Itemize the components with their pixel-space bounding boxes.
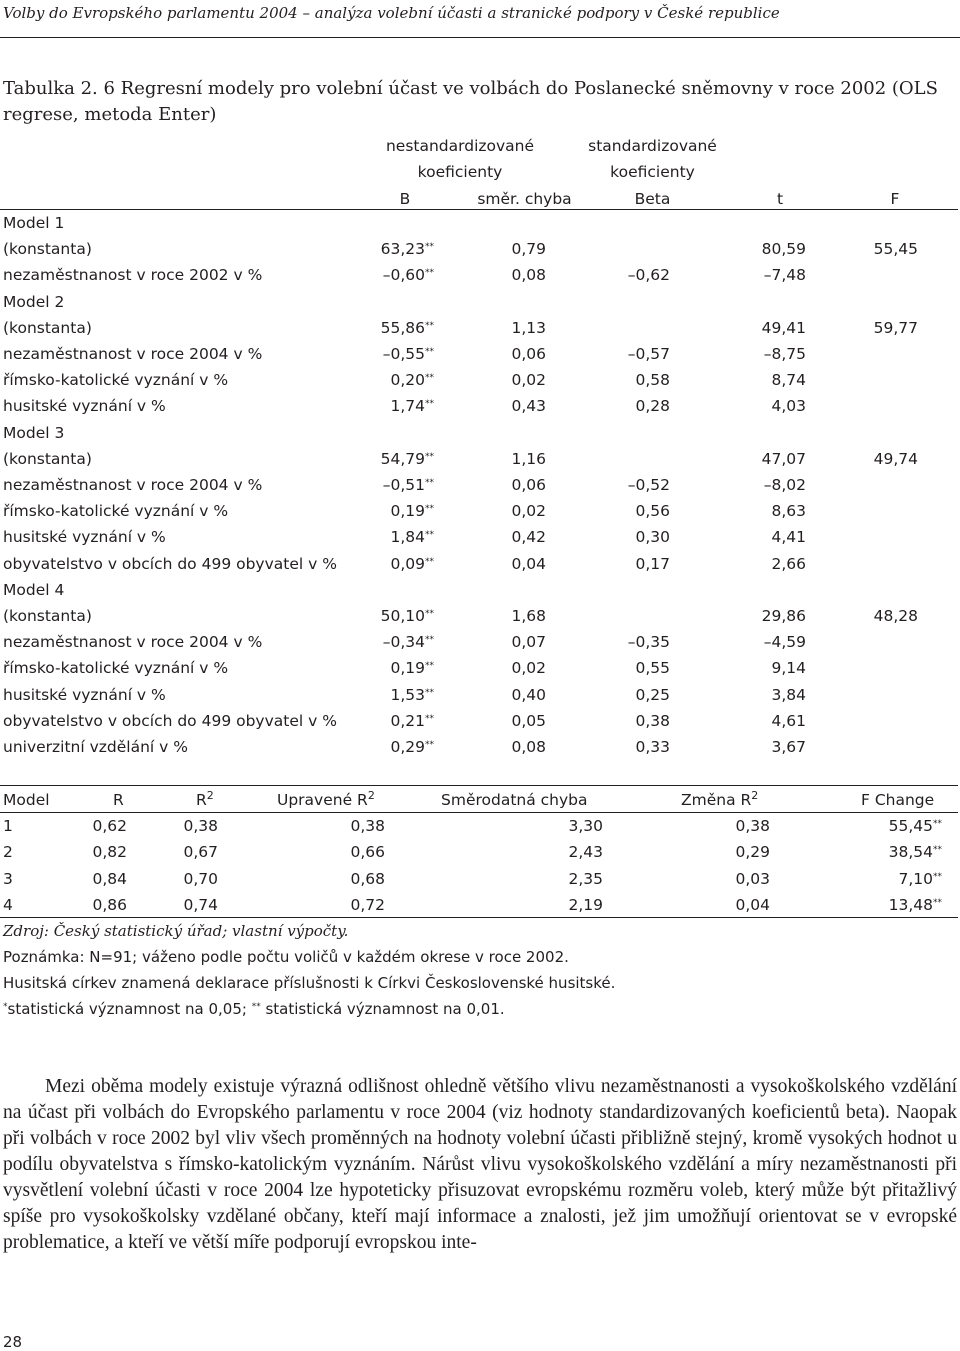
- cell-t: 4,41: [771, 528, 806, 547]
- cell-beta: 0,56: [635, 502, 670, 521]
- col-header-f: F: [890, 190, 900, 208]
- source-note: Zdroj: Český statistický úřad; vlastní výpočty.: [3, 922, 349, 940]
- group-header-std-2: koeficienty: [610, 163, 695, 181]
- note-weighting: Poznámka: N=91; váženo podle počtu voličů v každém okrese v roce 2002.: [3, 948, 569, 966]
- cell-se: 0,42: [511, 528, 546, 547]
- summary-header-r: R: [113, 791, 124, 809]
- cell-se: 0,07: [511, 633, 546, 652]
- summary-cell-f-change: 7,10**: [898, 869, 942, 888]
- summary-cell-r2: 0,38: [183, 817, 218, 835]
- body-paragraph: Mezi oběma modely existuje výrazná odlišnost ohledně většího vlivu nezaměstnanosti a vysokoškolského vzdělání na účast při volbách do Evropského parlamentu v roce 2004 (viz hodnoty standardizovaných koeficientů beta). Naopak při volbách v roce 2002 byl vliv všech proměnných na hodnoty volební účasti přibližně stejný, kromě vysokých hodnot u podílu obyvatelstva s římsko-katolickým vyznáním. Nárůst vlivu vysokoškolského vzdělání a míry nezaměstnanosti při vysvětlení volební účasti v roce 2004 lze hypoteticky přisuzovat evropskému rozměru voleb, který může být přitažlivý spíše pro vysokoškolsky vzdělané občany, kteří mají informace a znalosti, jež jim umožňují orientovat se v evropské problematice, a kteří ve větší míře podporují evropskou inte-: [3, 1076, 957, 1253]
- cell-beta: 0,17: [635, 554, 670, 573]
- row-label: (konstanta): [3, 318, 92, 337]
- row-label: nezaměstnanost v roce 2004 v %: [3, 633, 263, 652]
- row-label: obyvatelstvo v obcích do 499 obyvatel v %: [3, 711, 337, 730]
- cell-se: 0,02: [511, 371, 546, 390]
- summary-header-r2: $R^2$: [196, 789, 214, 809]
- cell-b: 0,19**: [390, 659, 434, 678]
- cell-beta: 0,55: [635, 659, 670, 678]
- summary-cell-model: 3: [3, 869, 13, 888]
- col-header-b: B: [399, 190, 411, 208]
- cell-t: 47,07: [761, 449, 806, 468]
- note-hussite: Husitská církev znamená deklarace příslušnosti k Církvi Československé husitské.: [3, 974, 616, 992]
- cell-se: 1,16: [511, 449, 546, 468]
- cell-se: 0,06: [511, 476, 546, 494]
- row-label: nezaměstnanost v roce 2004 v %: [3, 476, 263, 494]
- row-label: římsko-katolické vyznání v %: [3, 659, 229, 678]
- cell-t: –8,02: [763, 476, 806, 494]
- cell-f: 59,77: [873, 318, 918, 337]
- cell-se: 1,13: [511, 318, 546, 337]
- cell-se: 0,05: [511, 711, 546, 730]
- summary-cell-r: 0,82: [92, 843, 127, 862]
- cell-f: 48,28: [873, 607, 918, 625]
- cell-t: 8,74: [771, 371, 806, 390]
- cell-t: –4,59: [763, 633, 806, 652]
- cell-t: –8,75: [763, 345, 806, 363]
- row-label: univerzitní vzdělání v %: [3, 738, 188, 756]
- summary-cell-r2-change: 0,04: [735, 895, 770, 914]
- cell-beta: –0,35: [627, 633, 670, 652]
- table-caption: Tabulka 2. 6 Regresní modely pro volební účast ve volbách do Poslanecké sněmovny v roce 2002 (OLS regrese, metoda Enter): [3, 78, 938, 125]
- cell-b: 1,53**: [390, 685, 434, 704]
- table-header-rule: [0, 209, 958, 210]
- cell-t: 3,67: [771, 738, 806, 756]
- cell-b: 1,84**: [390, 528, 434, 547]
- cell-t: 2,66: [771, 554, 806, 573]
- cell-beta: –0,57: [627, 345, 670, 363]
- cell-t: 80,59: [761, 240, 806, 259]
- summary-cell-adj-r2: 0,68: [350, 869, 385, 888]
- note-significance: *statistická významnost na 0,05; ** statistická významnost na 0,01.: [3, 1000, 505, 1018]
- cell-beta: 0,25: [635, 685, 670, 704]
- summary-header-f-change: F Change: [861, 791, 935, 809]
- cell-beta: 0,33: [635, 738, 670, 756]
- cell-t: 9,14: [771, 659, 806, 678]
- col-header-se: směr. chyba: [477, 190, 572, 208]
- model-heading: Model 3: [3, 423, 65, 442]
- summary-header-rule: [0, 812, 958, 813]
- row-label: (konstanta): [3, 607, 92, 625]
- model-heading: Model 4: [3, 580, 65, 599]
- cell-b: 0,20**: [390, 371, 434, 390]
- row-label: husitské vyznání v %: [3, 685, 166, 704]
- summary-cell-f-change: 55,45**: [888, 817, 942, 835]
- cell-b: 0,19**: [390, 502, 434, 521]
- cell-b: 0,21**: [390, 711, 434, 730]
- cell-t: 3,84: [771, 685, 806, 704]
- col-header-beta: Beta: [634, 190, 671, 208]
- cell-t: 4,61: [771, 711, 806, 730]
- summary-cell-r2: 0,70: [183, 869, 218, 888]
- model-heading: Model 1: [3, 214, 65, 232]
- summary-header-model: Model: [3, 791, 50, 809]
- summary-cell-std-error: 3,30: [568, 817, 603, 835]
- header-divider: [0, 37, 960, 38]
- cell-beta: 0,38: [635, 711, 670, 730]
- cell-b: 0,09**: [390, 554, 434, 573]
- summary-cell-r: 0,84: [92, 869, 127, 888]
- cell-se: 1,68: [511, 607, 546, 625]
- group-header-std-1: standardizované: [588, 137, 717, 155]
- cell-se: 0,06: [511, 345, 546, 363]
- summary-cell-adj-r2: 0,72: [350, 895, 385, 914]
- summary-cell-f-change: 38,54**: [888, 843, 942, 862]
- summary-cell-model: 1: [3, 817, 13, 835]
- row-label: nezaměstnanost v roce 2002 v %: [3, 266, 263, 285]
- col-header-t: t: [776, 190, 784, 208]
- summary-cell-r2: 0,67: [183, 843, 218, 862]
- summary-cell-r2-change: 0,29: [735, 843, 770, 862]
- group-header-unstd-2: koeficienty: [417, 163, 503, 181]
- summary-cell-std-error: 2,19: [568, 895, 603, 914]
- summary-cell-f-change: 13,48**: [888, 895, 942, 914]
- cell-beta: –0,62: [627, 266, 670, 285]
- cell-se: 0,43: [511, 397, 546, 416]
- cell-t: –7,48: [763, 266, 806, 285]
- summary-cell-std-error: 2,35: [568, 869, 603, 888]
- row-label: římsko-katolické vyznání v %: [3, 371, 229, 390]
- cell-se: 0,04: [511, 554, 546, 573]
- page-number: 28: [3, 1333, 23, 1351]
- cell-beta: 0,28: [635, 397, 670, 416]
- running-header: Volby do Evropského parlamentu 2004 – analýza volební účasti a stranické podpory v České republice: [3, 4, 780, 22]
- cell-se: 0,02: [511, 502, 546, 521]
- summary-cell-r2: 0,74: [183, 895, 218, 914]
- cell-se: 0,02: [511, 659, 546, 678]
- summary-cell-adj-r2: 0,38: [350, 817, 385, 835]
- summary-header-r2-change: Změna $R^2$: [681, 789, 759, 809]
- summary-header-adjusted-r2: Upravené $R^2$: [277, 789, 375, 809]
- row-label: (konstanta): [3, 449, 92, 468]
- cell-f: 55,45: [873, 240, 918, 259]
- row-label: husitské vyznání v %: [3, 397, 166, 416]
- row-label: (konstanta): [3, 240, 92, 259]
- cell-t: 29,86: [761, 607, 806, 625]
- summary-cell-adj-r2: 0,66: [350, 843, 385, 862]
- row-label: římsko-katolické vyznání v %: [3, 502, 229, 521]
- group-header-unstd-1: nestandardizované: [385, 137, 535, 155]
- summary-cell-r2-change: 0,03: [735, 869, 770, 888]
- cell-se: 0,40: [511, 685, 546, 704]
- cell-b: 55,86**: [380, 318, 434, 337]
- cell-beta: 0,30: [635, 528, 670, 547]
- row-label: nezaměstnanost v roce 2004 v %: [3, 345, 263, 363]
- summary-bottom-rule: [0, 917, 958, 918]
- summary-cell-r: 0,62: [92, 817, 127, 835]
- cell-b: 50,10**: [380, 607, 434, 625]
- cell-b: 54,79**: [380, 449, 434, 468]
- row-label: husitské vyznání v %: [3, 528, 166, 547]
- summary-cell-r: 0,86: [92, 895, 127, 914]
- cell-b: 1,74**: [390, 397, 434, 416]
- summary-top-rule: [0, 785, 958, 786]
- cell-beta: 0,58: [635, 371, 670, 390]
- summary-cell-model: 2: [3, 843, 13, 862]
- cell-b: –0,34**: [382, 633, 434, 652]
- summary-header-std-error: Směrodatná chyba: [441, 791, 588, 809]
- cell-b: –0,55**: [382, 345, 434, 363]
- cell-f: 49,74: [873, 449, 918, 468]
- cell-b: 0,29**: [390, 738, 434, 756]
- cell-se: 0,79: [511, 240, 546, 259]
- model-heading: Model 2: [3, 292, 65, 311]
- cell-b: –0,60**: [382, 266, 434, 285]
- cell-b: –0,51**: [382, 476, 434, 494]
- cell-t: 4,03: [771, 397, 806, 416]
- cell-se: 0,08: [511, 266, 546, 285]
- summary-cell-r2-change: 0,38: [735, 817, 770, 835]
- cell-beta: –0,52: [627, 476, 670, 494]
- cell-b: 63,23**: [380, 240, 434, 259]
- row-label: obyvatelstvo v obcích do 499 obyvatel v %: [3, 554, 337, 573]
- cell-t: 8,63: [771, 502, 806, 521]
- cell-se: 0,08: [511, 738, 546, 756]
- summary-cell-model: 4: [3, 895, 13, 914]
- cell-t: 49,41: [761, 318, 806, 337]
- summary-cell-std-error: 2,43: [568, 843, 603, 862]
